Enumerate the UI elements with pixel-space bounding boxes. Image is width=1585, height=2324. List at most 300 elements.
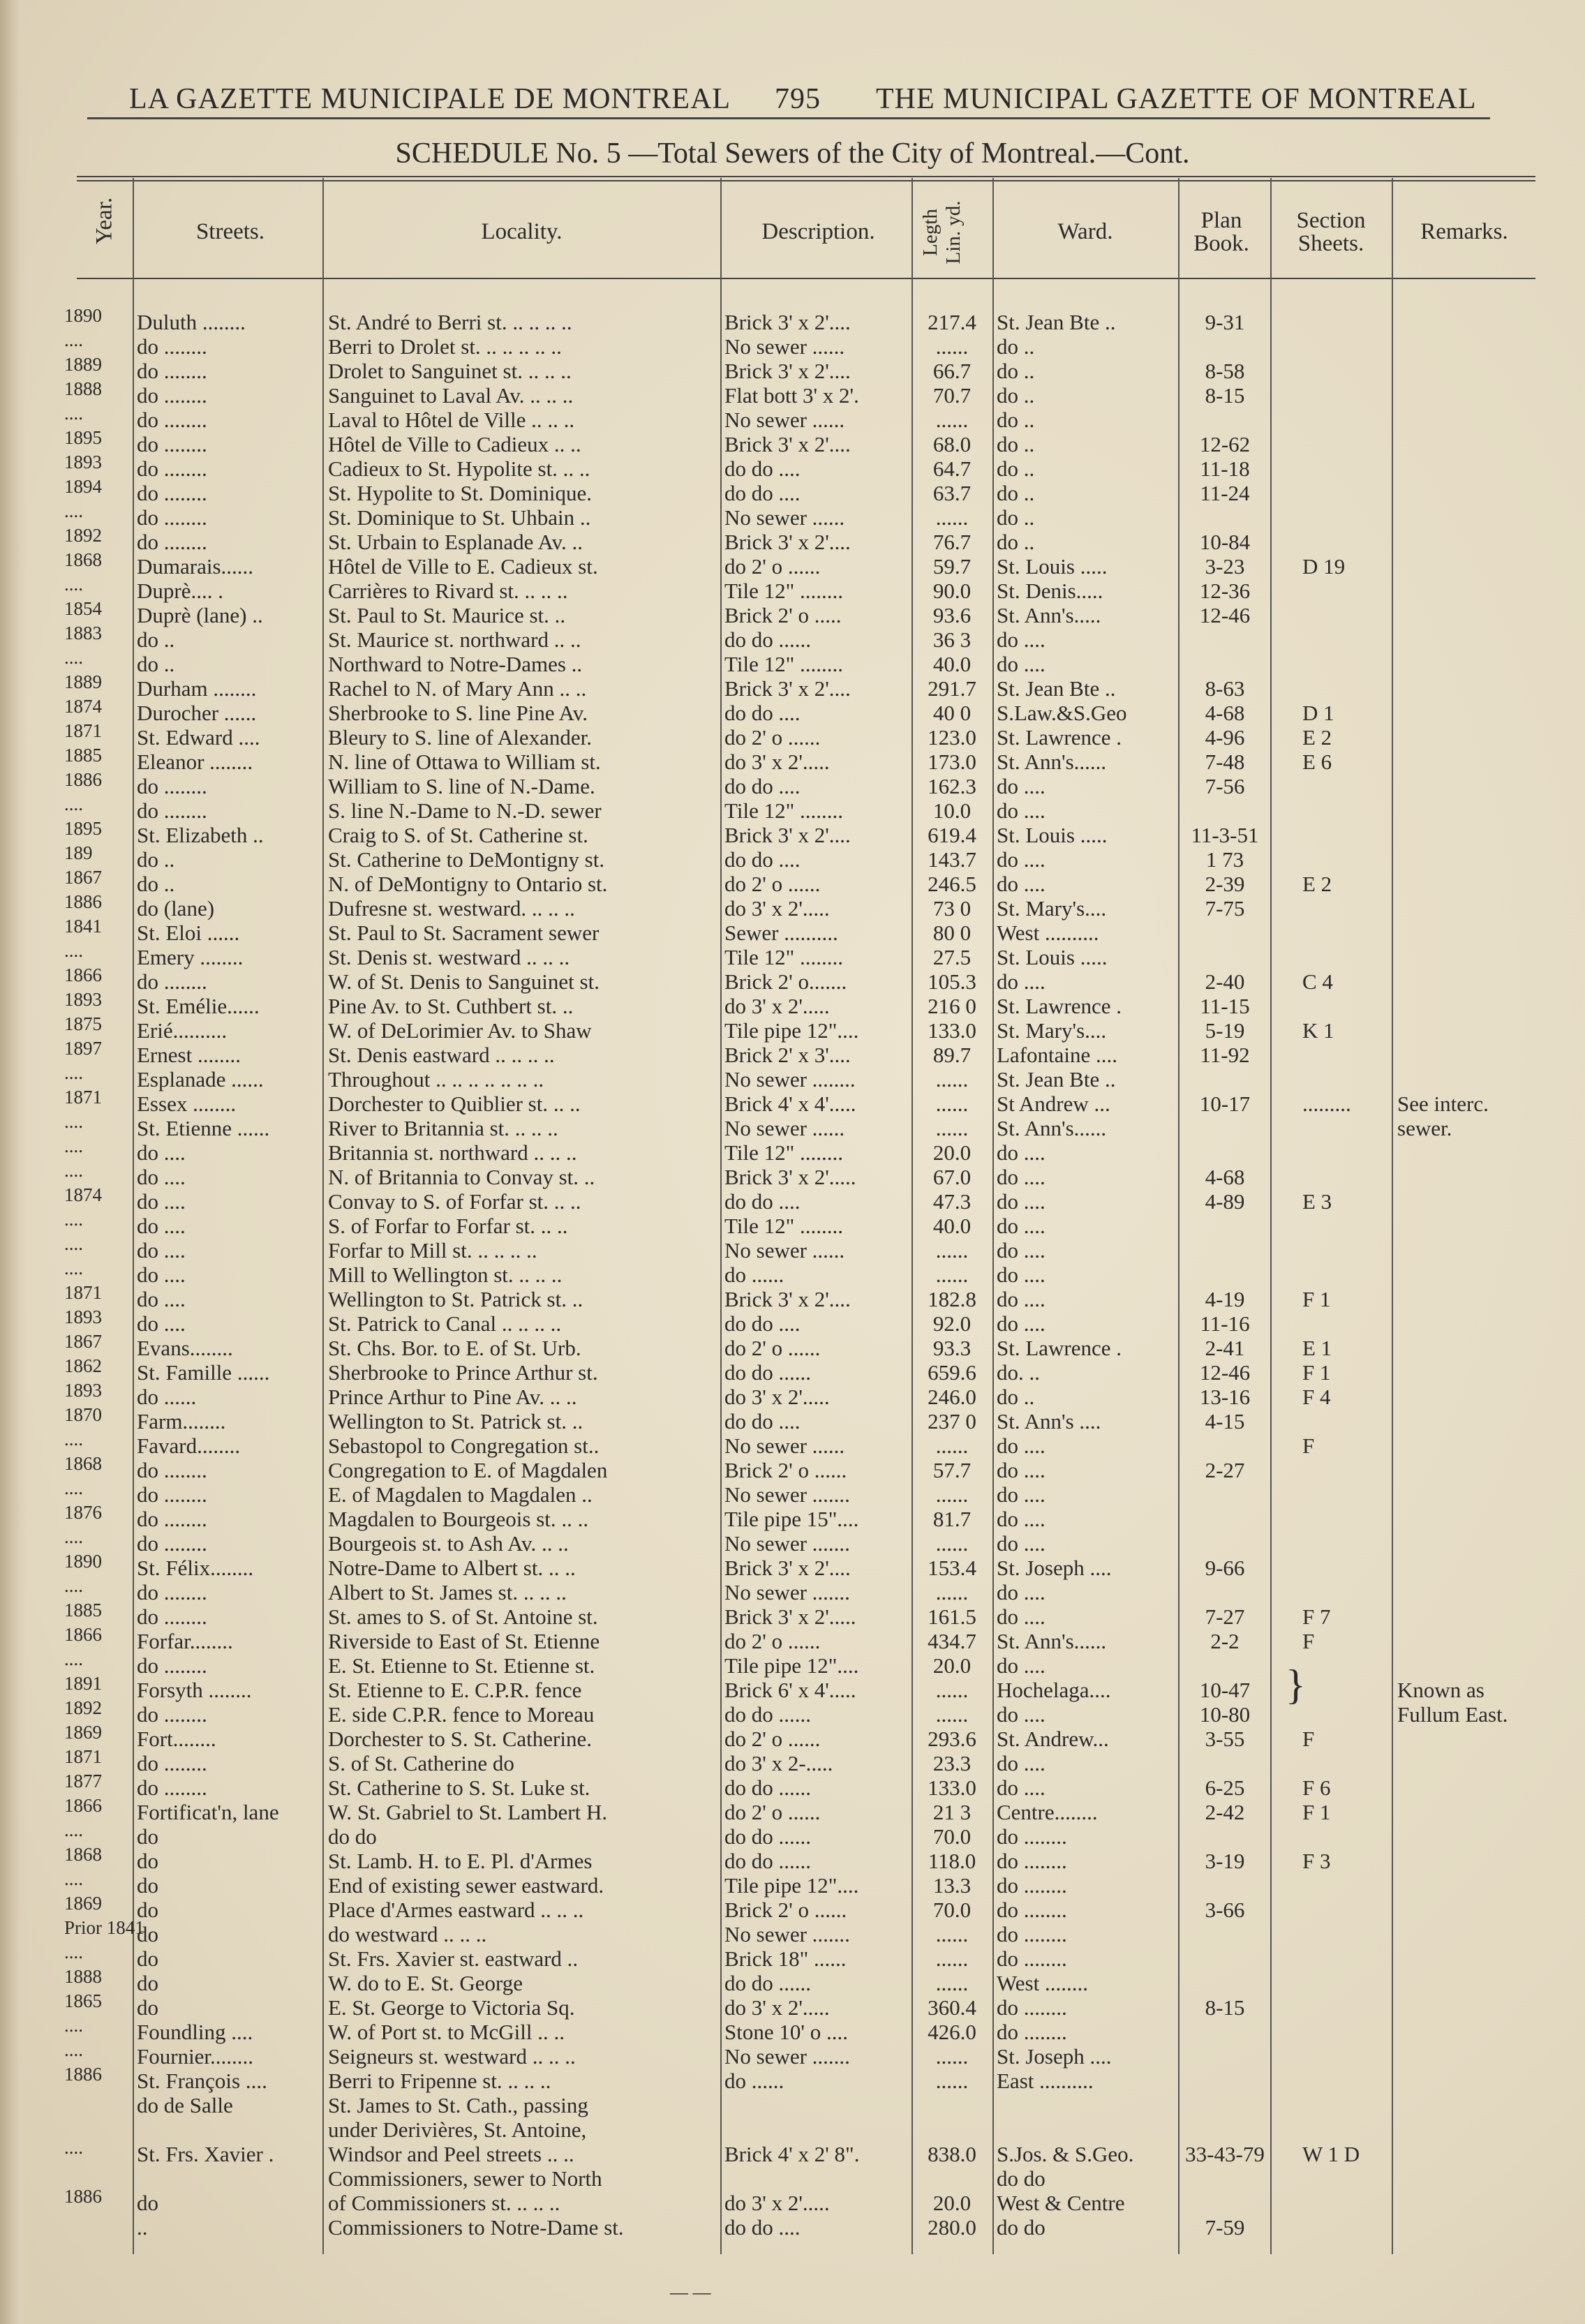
row-street: .. — [137, 2216, 148, 2240]
row-street: do .... — [137, 1165, 186, 1189]
row-length: ...... — [935, 1434, 969, 1458]
row-ward: St. Ann's..... — [997, 604, 1101, 627]
row-year: 1874 — [64, 696, 102, 717]
row-street: Duprè (lane) .. — [137, 604, 263, 627]
row-street: do .... — [137, 1312, 186, 1336]
row-plan-book: 4-68 — [1205, 1165, 1245, 1189]
row-year: 1895 — [64, 427, 102, 448]
row-plan-book: 11-18 — [1200, 457, 1250, 481]
row-length: 27.5 — [932, 946, 972, 969]
row-street: do ........ — [137, 775, 207, 798]
row-street: Esplanade ...... — [137, 1068, 264, 1092]
row-description: do 3' x 2'..... — [724, 995, 830, 1018]
row-ward: St. Lawrence . — [997, 995, 1122, 1018]
row-locality: St. Paul to St. Maurice st. .. — [328, 604, 566, 627]
row-street: do ........ — [137, 1703, 207, 1727]
row-year: 1866 — [64, 1795, 102, 1816]
footer-mark: — — — [670, 2282, 711, 2302]
row-year: 1869 — [64, 1722, 102, 1743]
row-ward: do .. — [997, 433, 1035, 456]
row-locality: E. St. Etienne to St. Etienne st. — [328, 1654, 595, 1678]
row-year: 1889 — [64, 671, 102, 692]
row-year: 1890 — [64, 305, 102, 326]
row-description: do 3' x 2'..... — [724, 750, 830, 774]
row-description: No sewer ...... — [724, 1239, 845, 1262]
row-length: 40.0 — [932, 653, 972, 676]
row-street: do .. — [137, 653, 175, 676]
row-locality: Berri to Fripenne st. .. .. .. — [328, 2069, 551, 2093]
row-description: Sewer .......... — [724, 921, 838, 945]
row-year: .... — [64, 2015, 83, 2036]
row-year: 1886 — [64, 2064, 102, 2085]
row-length: 40 0 — [932, 701, 972, 725]
row-plan-book: 9-31 — [1205, 311, 1245, 334]
row-locality: S. of Forfar to Forfar st. .. .. — [328, 1214, 568, 1238]
row-street: Essex ........ — [137, 1092, 237, 1116]
col-year-header: Year. — [91, 197, 117, 245]
row-year: .... — [64, 1575, 83, 1596]
row-description: do do .... — [724, 848, 801, 872]
row-ward: St. Joseph .... — [997, 2045, 1112, 2069]
row-description: Brick 3' x 2'.... — [724, 311, 851, 334]
row-description: Brick 2' o ...... — [724, 1898, 847, 1922]
row-plan-book: 7-59 — [1205, 2216, 1245, 2240]
row-locality: St. Chs. Bor. to E. of St. Urb. — [328, 1336, 581, 1360]
row-description: do 2' o ...... — [724, 555, 821, 579]
row-year: .... — [64, 329, 83, 350]
row-street: Erié.......... — [137, 1019, 228, 1043]
row-locality: St. Hypolite to St. Dominique. — [328, 482, 593, 505]
row-description: No sewer ...... — [724, 1117, 845, 1140]
row-street: St. Frs. Xavier . — [137, 2143, 274, 2166]
row-year: .... — [64, 1160, 83, 1181]
row-locality: Sherbrooke to S. line Pine Av. — [328, 701, 588, 725]
col-plan-header: Plan Book. — [1193, 208, 1249, 256]
row-description: Brick 2' o ..... — [724, 604, 842, 627]
row-locality: St. Maurice st. northward .. .. — [328, 628, 581, 652]
row-year: .... — [64, 1526, 83, 1547]
row-ward: do .... — [997, 1190, 1045, 1214]
row-street: do ........ — [137, 457, 207, 481]
row-year: 1868 — [64, 1453, 102, 1474]
row-ward: St. Joseph .... — [997, 1556, 1112, 1580]
row-year: 1885 — [64, 1600, 102, 1621]
row-locality: of Commissioners st. .. .. .. — [328, 2191, 560, 2215]
row-street: do ........ — [137, 1507, 207, 1531]
row-locality: Bourgeois st. to Ash Av. .. .. — [328, 1532, 569, 1556]
row-length: 123.0 — [928, 726, 976, 750]
row-year: 189 — [64, 842, 93, 863]
col-divider — [322, 178, 324, 2254]
row-year: 1883 — [64, 623, 102, 643]
row-plan-book: 3-55 — [1205, 1727, 1245, 1751]
row-year: 1870 — [64, 1404, 102, 1425]
row-plan-book: 2-27 — [1205, 1459, 1245, 1482]
row-year: 1868 — [64, 1844, 102, 1865]
row-description: Brick 4' x 4'..... — [724, 1092, 856, 1116]
row-street: do (lane) — [137, 897, 215, 921]
row-street: St. Famille ...... — [137, 1361, 270, 1385]
row-locality: St. Paul to St. Sacrament sewer — [328, 921, 600, 945]
row-section-sheet: E 1 — [1302, 1336, 1332, 1360]
row-remark: Known as — [1397, 1678, 1484, 1702]
row-year: .... — [64, 647, 83, 668]
row-length: 217.4 — [928, 311, 976, 334]
row-street: do ........ — [137, 1605, 207, 1629]
row-locality: Mill to Wellington st. .. .. .. — [328, 1263, 563, 1287]
row-year: .... — [64, 1819, 83, 1840]
row-ward: St. Ann's .... — [997, 1410, 1101, 1433]
row-section-sheet: F — [1302, 1434, 1315, 1458]
row-ward: do .... — [997, 1532, 1045, 1556]
row-description: Tile pipe 12".... — [724, 1019, 859, 1043]
row-street: do ........ — [137, 799, 207, 823]
row-description: do do .... — [724, 482, 801, 505]
row-year: 1893 — [64, 452, 102, 472]
row-locality: St. Dominique to St. Uhbain .. — [328, 506, 591, 530]
row-street: do .... — [137, 1141, 186, 1165]
row-locality: Drolet to Sanguinet st. .. .. .. — [328, 359, 572, 383]
row-ward: St. Louis ..... — [997, 555, 1108, 579]
row-description: do 2' o ...... — [724, 726, 821, 750]
row-locality: do westward .. .. .. — [328, 1923, 487, 1946]
row-locality: Carrières to Rivard st. .. .. .. — [328, 579, 568, 603]
row-plan-book: 8-15 — [1205, 384, 1245, 408]
row-street: Farm........ — [137, 1410, 226, 1433]
row-street: do de Salle — [137, 2094, 233, 2117]
row-description: Brick 3' x 2'..... — [724, 1605, 856, 1629]
row-year: 1886 — [64, 2186, 102, 2207]
row-street: Foundling .... — [137, 2020, 253, 2044]
row-year: 1891 — [64, 1673, 102, 1694]
row-ward: East .......... — [997, 2069, 1094, 2093]
row-locality: Northward to Notre-Dames .. — [328, 653, 583, 676]
row-street: do — [137, 1996, 158, 2020]
col-divider — [720, 178, 722, 2254]
row-length: ...... — [935, 1947, 969, 1971]
row-plan-book: 33-43-79 — [1185, 2143, 1265, 2166]
row-length: 13.3 — [932, 1874, 972, 1898]
row-street: do .. — [137, 872, 175, 896]
row-length: 20.0 — [932, 1654, 972, 1678]
row-plan-book: 9-66 — [1205, 1556, 1245, 1580]
row-ward: do .... — [997, 1581, 1045, 1604]
row-description: Brick 2' o ...... — [724, 1459, 847, 1482]
row-street: St. Eloi ...... — [137, 921, 240, 945]
row-locality: Hôtel de Ville to E. Cadieux st. — [328, 555, 598, 579]
row-ward: Lafontaine .... — [997, 1043, 1118, 1067]
row-ward: do .... — [997, 1434, 1045, 1458]
row-street: do ........ — [137, 408, 207, 432]
row-ward: St. Ann's...... — [997, 1117, 1107, 1140]
row-ward: do .... — [997, 628, 1045, 652]
row-section-sheet: ......... — [1302, 1092, 1351, 1116]
row-description: Tile 12" ........ — [724, 1141, 843, 1165]
header-bottom-rule — [77, 278, 1535, 279]
row-year: 1841 — [64, 916, 102, 937]
row-locality: Laval to Hôtel de Ville .. .. .. — [328, 408, 575, 432]
row-ward: do ........ — [997, 1996, 1067, 2020]
row-year: 1866 — [64, 964, 102, 985]
row-length: ...... — [935, 1239, 969, 1262]
row-street: do ........ — [137, 1654, 207, 1678]
col-divider — [992, 178, 994, 2254]
page-number: 795 — [775, 83, 821, 115]
row-description: Tile 12" ........ — [724, 799, 843, 823]
row-length: 64.7 — [932, 457, 972, 481]
row-plan-book: 7-56 — [1205, 775, 1245, 798]
row-plan-book: 8-63 — [1205, 677, 1245, 701]
row-ward: St. Lawrence . — [997, 726, 1122, 750]
row-street: do .... — [137, 1214, 186, 1238]
row-year: 1871 — [64, 720, 102, 741]
row-length: 133.0 — [928, 1019, 976, 1043]
row-description: Brick 4' x 2' 8". — [724, 2143, 860, 2166]
row-section-sheet: F 1 — [1302, 1801, 1331, 1824]
row-description: do 3' x 2'..... — [724, 1385, 830, 1409]
row-description: Tile 12" ........ — [724, 1214, 843, 1238]
row-description: Stone 10' o .... — [724, 2020, 848, 2044]
row-locality: W. St. Gabriel to St. Lambert H. — [328, 1801, 608, 1824]
row-length: 59.7 — [932, 555, 972, 579]
row-street: do ........ — [137, 1483, 207, 1507]
row-length: ...... — [935, 2045, 969, 2069]
row-street: Emery ........ — [137, 946, 244, 969]
row-ward: do .... — [997, 1507, 1045, 1531]
row-street: Favard........ — [137, 1434, 241, 1458]
row-ward: do .... — [997, 1752, 1045, 1775]
row-plan-book: 2-2 — [1210, 1630, 1240, 1653]
row-year: 1897 — [64, 1038, 102, 1059]
row-section-sheet: F 3 — [1302, 1849, 1331, 1873]
row-year: 1889 — [64, 354, 102, 375]
row-section-sheet: E 6 — [1302, 750, 1332, 774]
row-ward: do .... — [997, 970, 1045, 994]
row-street: do ........ — [137, 1459, 207, 1482]
row-description: do do .... — [724, 2216, 801, 2240]
row-description: do do .... — [724, 1312, 801, 1336]
row-ward: do .. — [997, 408, 1035, 432]
row-locality: E. side C.P.R. fence to Moreau — [328, 1703, 595, 1727]
row-year: Prior 1841 — [64, 1917, 144, 1938]
row-description: No sewer ....... — [724, 1483, 850, 1507]
row-description: Tile 12" ........ — [724, 946, 843, 969]
row-year: .... — [64, 1868, 83, 1889]
row-length: 237 0 — [928, 1410, 976, 1433]
row-length: 23.3 — [932, 1752, 972, 1775]
row-street: Evans........ — [137, 1336, 233, 1360]
row-ward: do ........ — [997, 2020, 1067, 2044]
row-street: St. Etienne ...... — [137, 1117, 270, 1140]
row-description: Tile 12" ........ — [724, 579, 843, 603]
row-locality: Sanguinet to Laval Av. .. .. .. — [328, 384, 574, 408]
row-ward: do .. — [997, 506, 1035, 530]
row-length: ...... — [935, 335, 969, 359]
row-year: 1876 — [64, 1502, 102, 1523]
row-description: Brick 3' x 2'.... — [724, 1288, 851, 1311]
row-description: do do ...... — [724, 628, 811, 652]
row-length: 47.3 — [932, 1190, 972, 1214]
row-ward: do ........ — [997, 1898, 1067, 1922]
row-year: 1867 — [64, 1331, 102, 1352]
row-plan-book: 7-48 — [1205, 750, 1245, 774]
row-locality: W. of Port st. to McGill .. .. — [328, 2020, 565, 2044]
row-ward: do .... — [997, 848, 1045, 872]
row-length: 434.7 — [928, 1630, 976, 1653]
row-description: Tile 12" ........ — [724, 653, 843, 676]
row-year: .... — [64, 574, 83, 595]
row-length: 659.6 — [928, 1361, 976, 1385]
row-description: No sewer ...... — [724, 506, 845, 530]
row-locality: E. St. George to Victoria Sq. — [328, 1996, 575, 2020]
row-plan-book: 2-40 — [1205, 970, 1245, 994]
row-locality: Wellington to St. Patrick st. .. — [328, 1288, 583, 1311]
row-locality: Wellington to St. Patrick st. .. — [328, 1410, 583, 1433]
row-year: .... — [64, 1233, 83, 1254]
row-length: 20.0 — [932, 1141, 972, 1165]
row-locality: St. Lamb. H. to E. Pl. d'Armes — [328, 1849, 593, 1873]
row-locality: Notre-Dame to Albert st. .. .. — [328, 1556, 576, 1580]
row-description: Flat bott 3' x 2'. — [724, 384, 859, 408]
row-year: .... — [64, 1942, 83, 1962]
col-divider — [1270, 178, 1272, 2254]
row-plan-book: 10-17 — [1199, 1092, 1251, 1116]
row-locality: St. Catherine to S. St. Luke st. — [328, 1776, 590, 1800]
row-year: 1892 — [64, 525, 102, 546]
row-year: 1894 — [64, 476, 102, 497]
row-locality: Craig to S. of St. Catherine st. — [328, 824, 588, 847]
row-year: 1888 — [64, 378, 102, 399]
schedule-title: SCHEDULE No. 5 —Total Sewers of the City of Montreal.—Cont. — [395, 137, 1190, 170]
row-section-sheet: K 1 — [1302, 1019, 1334, 1043]
row-length: 153.4 — [928, 1556, 976, 1580]
row-street: Forfar........ — [137, 1630, 233, 1653]
col-divider — [1178, 178, 1180, 2254]
row-length: 70.7 — [932, 384, 972, 408]
row-description: do 2' o ...... — [724, 1630, 821, 1653]
row-description: do do .... — [724, 701, 801, 725]
row-street: do — [137, 1898, 158, 1922]
row-locality: St. Denis st. westward .. .. .. — [328, 946, 570, 969]
row-year: 1874 — [64, 1184, 102, 1205]
row-year: .... — [64, 1429, 83, 1450]
row-locality: Convay to S. of Forfar st. .. .. — [328, 1190, 581, 1214]
row-ward: S.Jos. & S.Geo. — [997, 2143, 1134, 2166]
row-ward: do ........ — [997, 1874, 1067, 1898]
row-section-sheet: F 7 — [1302, 1605, 1331, 1629]
row-ward: St. Andrew... — [997, 1727, 1109, 1751]
row-length: 73 0 — [932, 897, 972, 921]
row-section-sheet: F 1 — [1302, 1288, 1331, 1311]
row-street: do — [137, 1947, 158, 1971]
row-length: ...... — [935, 1703, 969, 1727]
row-length: ...... — [935, 2069, 969, 2093]
row-length: 70.0 — [932, 1825, 972, 1849]
row-street: do ........ — [137, 433, 207, 456]
row-street: do ........ — [137, 1776, 207, 1800]
row-length: 10.0 — [932, 799, 972, 823]
row-locality: Riverside to East of St. Etienne — [328, 1630, 600, 1653]
header-left-title: LA GAZETTE MUNICIPALE DE MONTREAL — [129, 83, 731, 115]
row-section-sheet: F 1 — [1302, 1361, 1331, 1385]
row-length: 63.7 — [932, 482, 972, 505]
row-year: 1869 — [64, 1893, 102, 1914]
row-description: do 2' o ...... — [724, 1727, 821, 1751]
row-street: do .... — [137, 1239, 186, 1262]
row-description: do 3' x 2'..... — [724, 897, 830, 921]
row-ward: do .. — [997, 482, 1035, 505]
row-year: .... — [64, 940, 83, 961]
row-length: 246.0 — [928, 1385, 976, 1409]
row-locality: Magdalen to Bourgeois st. .. .. — [328, 1507, 589, 1531]
row-ward: do ........ — [997, 1825, 1067, 1849]
row-length: 246.5 — [928, 872, 976, 896]
row-length: 838.0 — [928, 2143, 976, 2166]
row-locality: Britannia st. northward .. .. .. — [328, 1141, 577, 1165]
row-locality: Dorchester to S. St. Catherine. — [328, 1727, 592, 1751]
row-plan-book: 12-62 — [1199, 433, 1251, 456]
row-description: do do ...... — [724, 1825, 811, 1849]
row-plan-book: 8-15 — [1205, 1996, 1245, 2020]
row-locality: End of existing sewer eastward. — [328, 1874, 604, 1898]
row-description: Brick 3' x 2'.... — [724, 1556, 851, 1580]
row-street: do ........ — [137, 1752, 207, 1775]
row-length: 20.0 — [932, 2191, 972, 2215]
row-description: Brick 3' x 2'.... — [724, 359, 851, 383]
col-street-header: Streets. — [195, 219, 265, 244]
row-street: St. Emélie...... — [137, 995, 260, 1018]
row-ward: Centre........ — [997, 1801, 1098, 1824]
row-ward: S.Law.&S.Geo — [997, 701, 1127, 725]
row-length: 76.7 — [932, 530, 972, 554]
row-description: Brick 3' x 2'.... — [724, 530, 851, 554]
row-locality: N. line of Ottawa to William st. — [328, 750, 601, 774]
row-year: .... — [64, 403, 83, 424]
row-plan-book: 7-27 — [1205, 1605, 1245, 1629]
row-description: do 3' x 2'..... — [724, 1996, 830, 2020]
row-description: Brick 3' x 2'..... — [724, 1165, 856, 1189]
row-locality: Sherbrooke to Prince Arthur st. — [328, 1361, 598, 1385]
row-ward: do .... — [997, 1703, 1045, 1727]
row-locality: Commissioners, sewer to North — [328, 2167, 602, 2191]
row-locality: St. Urbain to Esplanade Av. .. — [328, 530, 583, 554]
row-street: do ........ — [137, 384, 207, 408]
row-street: do ........ — [137, 335, 207, 359]
row-ward: St. Mary's.... — [997, 1019, 1107, 1043]
row-ward: do .... — [997, 1483, 1045, 1507]
row-description: do 2' o ...... — [724, 872, 821, 896]
row-year: 1886 — [64, 891, 102, 912]
row-locality: Place d'Armes eastward .. .. .. — [328, 1898, 584, 1922]
row-year: .... — [64, 1477, 83, 1498]
col-description-header: Description. — [761, 219, 875, 244]
row-locality: Pine Av. to St. Cuthbert st. .. — [328, 995, 574, 1018]
row-year: 1886 — [64, 769, 102, 790]
row-locality: William to S. line of N.-Dame. — [328, 775, 595, 798]
row-length: ...... — [935, 1972, 969, 1995]
row-locality: Dufresne st. westward. .. .. .. — [328, 897, 575, 921]
row-description: No sewer ....... — [724, 1532, 850, 1556]
row-street: do ........ — [137, 970, 207, 994]
row-plan-book: 12-46 — [1199, 1361, 1251, 1385]
row-length: 81.7 — [932, 1507, 972, 1531]
col-ward-header: Ward. — [1057, 219, 1113, 244]
row-locality: St. Patrick to Canal .. .. .. .. — [328, 1312, 562, 1336]
row-length: 216 0 — [928, 995, 976, 1018]
row-locality: Throughout .. .. .. .. .. .. .. — [328, 1068, 544, 1092]
row-ward: St. Mary's.... — [997, 897, 1107, 921]
row-plan-book: 5-19 — [1205, 1019, 1245, 1043]
